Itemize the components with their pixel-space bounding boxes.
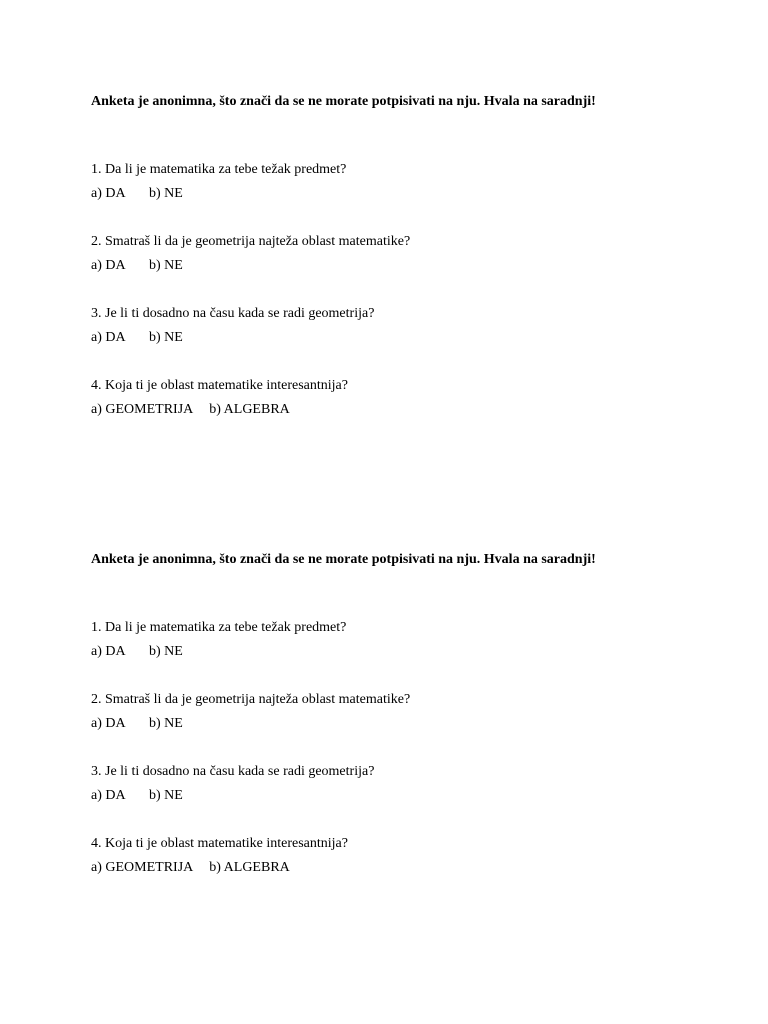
question-item [91,760,711,832]
question-list [91,616,711,904]
answer-option-a: a) DA [91,788,126,803]
question-item [91,230,711,302]
question-text: 4. Koja ti je oblast matematike interesantnija? [91,836,348,851]
answer-options [91,398,711,422]
question-text: 1. Da li je matematika za tebe težak predmet? [91,162,347,177]
question-text: 4. Koja ti je oblast matematike interesantnija? [91,378,348,393]
answer-options [91,182,711,206]
answer-option-b: b) NE [149,788,183,803]
question-item [91,616,711,688]
answer-option-b: b) NE [149,258,183,273]
answer-option-b: b) ALGEBRA [209,860,290,875]
survey-section [91,93,711,446]
question-text: 2. Smatraš li da je geometrija najteža oblast matematike? [91,692,411,707]
answer-option-a: a) DA [91,644,126,659]
survey-section [91,551,711,904]
answer-options [91,326,711,350]
question-item [91,688,711,760]
answer-options [91,640,711,664]
question-text: 1. Da li je matematika za tebe težak predmet? [91,620,347,635]
answer-option-a: a) DA [91,186,126,201]
answer-options [91,254,711,278]
answer-option-b: b) NE [149,644,183,659]
answer-option-a: a) DA [91,258,126,273]
answer-options [91,856,711,880]
question-item [91,374,711,446]
answer-option-a: a) GEOMETRIJA [91,402,194,417]
answer-option-a: a) GEOMETRIJA [91,860,194,875]
survey-intro: Anketa je anonimna, što znači da se ne morate potpisivati na nju. Hvala na saradnji! [91,94,596,109]
answer-option-b: b) NE [149,186,183,201]
survey-intro: Anketa je anonimna, što znači da se ne morate potpisivati na nju. Hvala na saradnji! [91,552,596,567]
answer-option-b: b) ALGEBRA [209,402,290,417]
question-list [91,158,711,446]
question-text: 3. Je li ti dosadno na času kada se radi geometrija? [91,306,375,321]
question-item [91,832,711,904]
question-text: 3. Je li ti dosadno na času kada se radi geometrija? [91,764,375,779]
answer-options [91,784,711,808]
question-item [91,158,711,230]
answer-option-b: b) NE [149,330,183,345]
answer-options [91,712,711,736]
question-item [91,302,711,374]
question-text: 2. Smatraš li da je geometrija najteža oblast matematike? [91,234,411,249]
answer-option-b: b) NE [149,716,183,731]
answer-option-a: a) DA [91,330,126,345]
answer-option-a: a) DA [91,716,126,731]
